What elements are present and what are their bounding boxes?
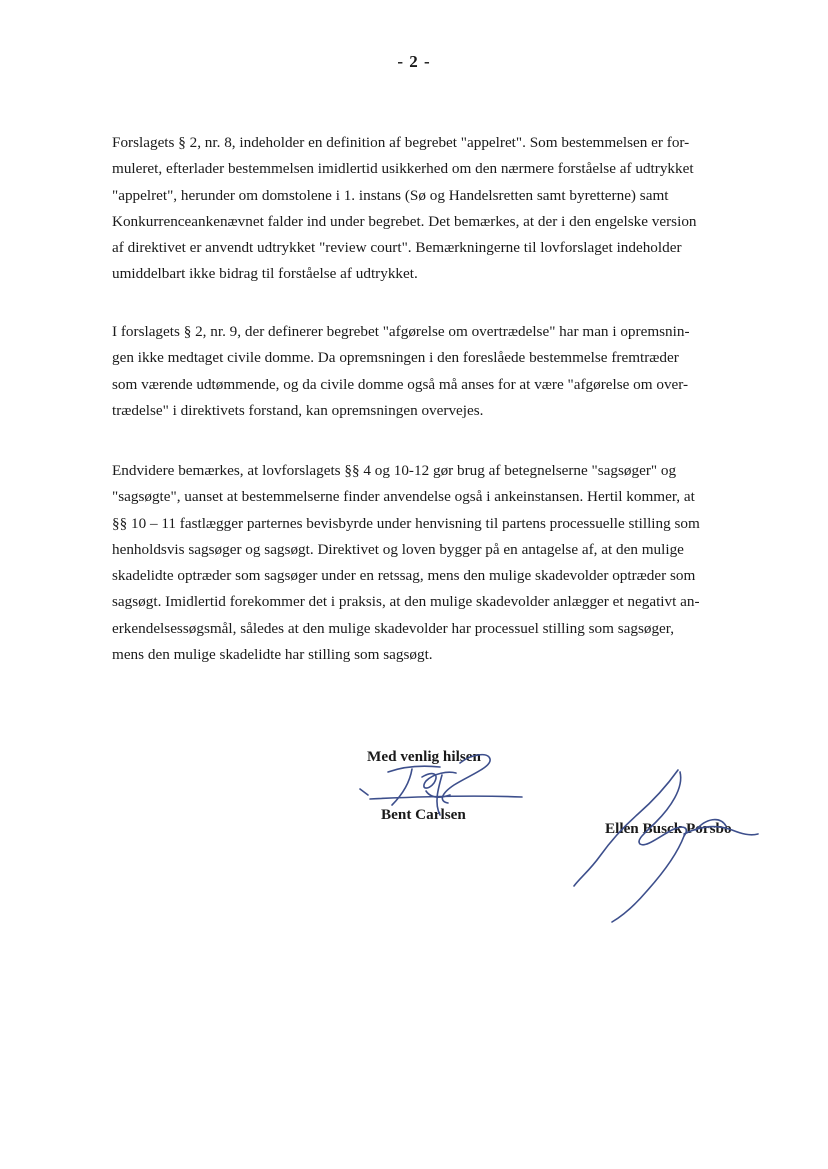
paragraph-line: gen ikke medtaget civile domme. Da opremsningen i den foreslåede bestemmelse fremtræder bbox=[112, 349, 679, 367]
paragraph-sagsoeger-terms bbox=[112, 458, 700, 668]
paragraph-line: "appelret", herunder om domstolene i 1. instans (Sø og Handelsretten samt byretterne) samt bbox=[112, 186, 669, 204]
paragraph-line: §§ 10 – 11 fastlægger parternes bevisbyrde under henvisning til partens processuelle stilling som bbox=[112, 514, 700, 532]
closing-salutation: Med venlig hilsen bbox=[367, 748, 481, 765]
paragraph-line: trædelse" i direktivets forstand, kan opremsningen overvejes. bbox=[112, 401, 484, 419]
paragraph-line: umiddelbart ikke bidrag til forståelse af udtrykket. bbox=[112, 265, 418, 283]
paragraph-line: Forslagets § 2, nr. 8, indeholder en definition af begrebet "appelret". Som bestemmelsen er for- bbox=[112, 134, 690, 151]
signatory-name-1: Bent Carlsen bbox=[381, 806, 466, 823]
paragraph-line: Konkurrenceankenævnet falder ind under begrebet. Det bemærkes, at der i den engelske version bbox=[112, 212, 697, 230]
paragraph-line: Endvidere bemærkes, at lovforslagets §§ 4 og 10-12 gør brug af betegnelserne "sagsøger" og bbox=[112, 462, 677, 479]
paragraph-line: mens den mulige skadelidte har stilling som sagsøgt. bbox=[112, 646, 433, 664]
paragraph-line: muleret, efterlader bestemmelsen imidlertid usikkerhed om den nærmere forståelse af udtrykket bbox=[112, 160, 694, 178]
paragraph-line: erkendelsessøgsmål, således at den mulige skadevolder har processuel stilling som sagsøger, bbox=[112, 619, 675, 637]
handwritten-signature-2 bbox=[560, 760, 760, 930]
paragraph-line: henholdsvis sagsøger og sagsøgt. Direktivet og loven bygger på en antagelse af, at den mulige bbox=[112, 540, 684, 558]
paragraph-line: I forslagets § 2, nr. 9, der definerer begrebet "afgørelse om overtrædelse" har man i opremsnin- bbox=[112, 323, 690, 340]
paragraph-line: "sagsøgte", uanset at bestemmelserne finder anvendelse også i ankeinstansen. Hertil kommer, at bbox=[112, 488, 695, 506]
signatory-name-2: Ellen Busck Porsbo bbox=[605, 820, 732, 837]
paragraph-appelret-definition bbox=[112, 130, 697, 288]
paragraph-line: som værende udtømmende, og da civile domme også må anses for at være "afgørelse om over- bbox=[112, 375, 689, 393]
handwritten-signature-1 bbox=[330, 745, 530, 835]
paragraph-afgoerelse-definition bbox=[112, 319, 690, 424]
page-number: - 2 - bbox=[397, 52, 431, 71]
paragraph-line: af direktivet er anvendt udtrykket "review court". Bemærkningerne til lovforslaget indeholder bbox=[112, 239, 682, 257]
paragraph-line: skadelidte optræder som sagsøger under en retssag, mens den mulige skadevolder optræder som bbox=[112, 567, 696, 585]
paragraph-line: sagsøgt. Imidlertid forekommer det i praksis, at den mulige skadevolder anlægger et negativt an- bbox=[112, 593, 700, 611]
